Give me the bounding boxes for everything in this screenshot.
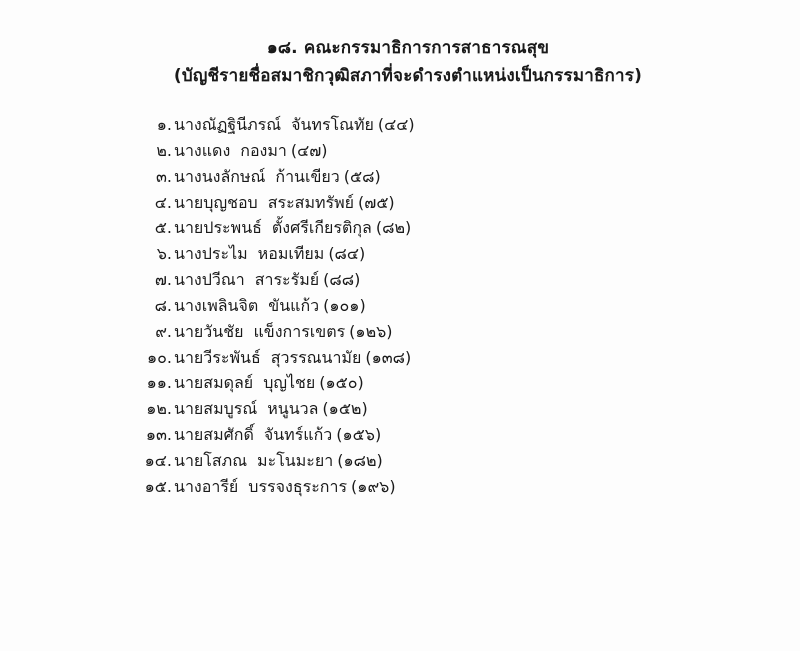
member-name — [174, 241, 365, 267]
member-surname: บรรจงธุระการ — [248, 476, 348, 496]
item-number: ๑๑. — [146, 373, 172, 393]
item-number: ๘. — [154, 295, 172, 315]
item-number: ๗. — [154, 270, 172, 290]
list-item — [0, 190, 800, 216]
member-name — [174, 345, 411, 371]
list-item — [0, 293, 800, 319]
member-list — [0, 112, 800, 500]
member-index: (๗๕) — [358, 192, 395, 212]
member-name — [174, 319, 393, 345]
member-surname: แข็งการเขตร — [253, 321, 346, 341]
member-given-name: นางอารีย์ — [174, 476, 239, 496]
member-index: (๘๘) — [323, 270, 361, 290]
item-number: ๕. — [154, 218, 172, 238]
member-surname: จันทร์แก้ว — [263, 425, 333, 445]
member-surname: สาระรัมย์ — [254, 270, 320, 290]
member-given-name: นายบุญชอบ — [174, 192, 258, 212]
member-given-name: นายสมศักดิ์ — [174, 425, 254, 445]
member-surname: ก้านเขียว — [275, 166, 340, 186]
list-item — [0, 164, 800, 190]
item-number: ๑๒. — [146, 399, 172, 419]
member-index: (๑๘๒) — [337, 450, 383, 470]
member-name — [174, 396, 368, 422]
list-item — [0, 215, 800, 241]
item-number: ๖. — [156, 244, 172, 264]
page-subtitle: (บัญชีรายชื่อสมาชิกวุฒิสภาที่จะดำรงตำแหน่งเป็นกรรมาธิการ) — [173, 66, 643, 86]
member-name — [174, 215, 411, 241]
member-given-name: นายสมบูรณ์ — [174, 399, 258, 419]
member-index: (๑๕๖) — [336, 425, 382, 445]
member-index: (๕๘) — [343, 166, 381, 186]
member-name — [174, 448, 383, 474]
member-name — [174, 370, 364, 396]
item-number: ๑๕. — [144, 476, 172, 496]
member-given-name: นางปวีณา — [174, 270, 245, 290]
member-given-name: นายประพนธ์ — [174, 218, 262, 238]
member-name — [174, 422, 381, 448]
member-index: (๑๒๖) — [349, 321, 393, 341]
member-index: (๑๕๒) — [322, 399, 368, 419]
member-index: (๘๒) — [375, 218, 412, 238]
member-surname: มะโนมะยา — [257, 450, 334, 470]
item-number: ๓. — [155, 166, 172, 186]
member-surname: หนูนวล — [267, 399, 319, 419]
list-item — [0, 370, 800, 396]
item-number: ๔. — [154, 192, 172, 212]
member-index: (๑๙๖) — [351, 476, 396, 496]
member-surname: กองมา — [240, 140, 287, 160]
member-name — [174, 164, 381, 190]
member-surname: สุวรรณนามัย — [270, 347, 362, 367]
member-name — [174, 474, 396, 500]
member-name — [174, 190, 395, 216]
member-surname: หอมเทียม — [257, 244, 325, 264]
item-number: ๑๔. — [144, 450, 172, 470]
member-index: (๘๔) — [328, 244, 366, 264]
member-given-name: นางแดง — [174, 140, 231, 160]
member-given-name: นางนงลักษณ์ — [174, 166, 266, 186]
member-surname: สระสมทรัพย์ — [267, 192, 355, 212]
item-number: ๙. — [155, 321, 172, 341]
member-given-name: นายโสภณ — [174, 450, 248, 470]
member-name — [174, 293, 366, 319]
member-surname: จันทรโณทัย — [291, 115, 374, 134]
member-index: (๑๕๐) — [319, 373, 364, 393]
list-item — [0, 345, 800, 371]
list-item — [0, 396, 800, 422]
list-item — [0, 319, 800, 345]
list-item — [0, 267, 800, 293]
member-name — [174, 112, 415, 138]
list-item — [0, 422, 800, 448]
list-item — [0, 138, 800, 164]
list-item — [0, 474, 800, 500]
member-given-name: นางเพลินจิต — [174, 295, 259, 315]
member-name — [174, 138, 328, 164]
member-given-name: นายสมดุลย์ — [174, 373, 254, 393]
item-number: ๑. — [156, 115, 172, 134]
member-index: (๑๐๑) — [323, 295, 366, 315]
list-item — [0, 241, 800, 267]
member-given-name: นางประไม — [174, 244, 248, 264]
member-given-name: นางณัฏฐินีภรณ์ — [174, 115, 282, 134]
member-surname: บุญไชย — [263, 373, 316, 393]
member-index: (๔๗) — [290, 140, 328, 160]
item-number: ๑๓. — [145, 425, 172, 445]
item-number: ๑๐. — [146, 347, 172, 367]
member-given-name: นายวันชัย — [174, 321, 244, 341]
list-item — [0, 448, 800, 474]
member-index: (๔๔) — [377, 115, 415, 134]
member-index: (๑๓๘) — [365, 347, 412, 367]
member-surname: ขันแก้ว — [268, 295, 320, 315]
member-name — [174, 267, 360, 293]
list-item — [0, 112, 800, 138]
member-surname: ตั้งศรีเกียรติกุล — [271, 218, 372, 238]
item-number: ๒. — [156, 140, 172, 160]
page-title: ๑๘. คณะกรรมาธิการการสาธารณสุข — [266, 38, 550, 58]
member-given-name: นายวีระพันธ์ — [174, 347, 261, 367]
